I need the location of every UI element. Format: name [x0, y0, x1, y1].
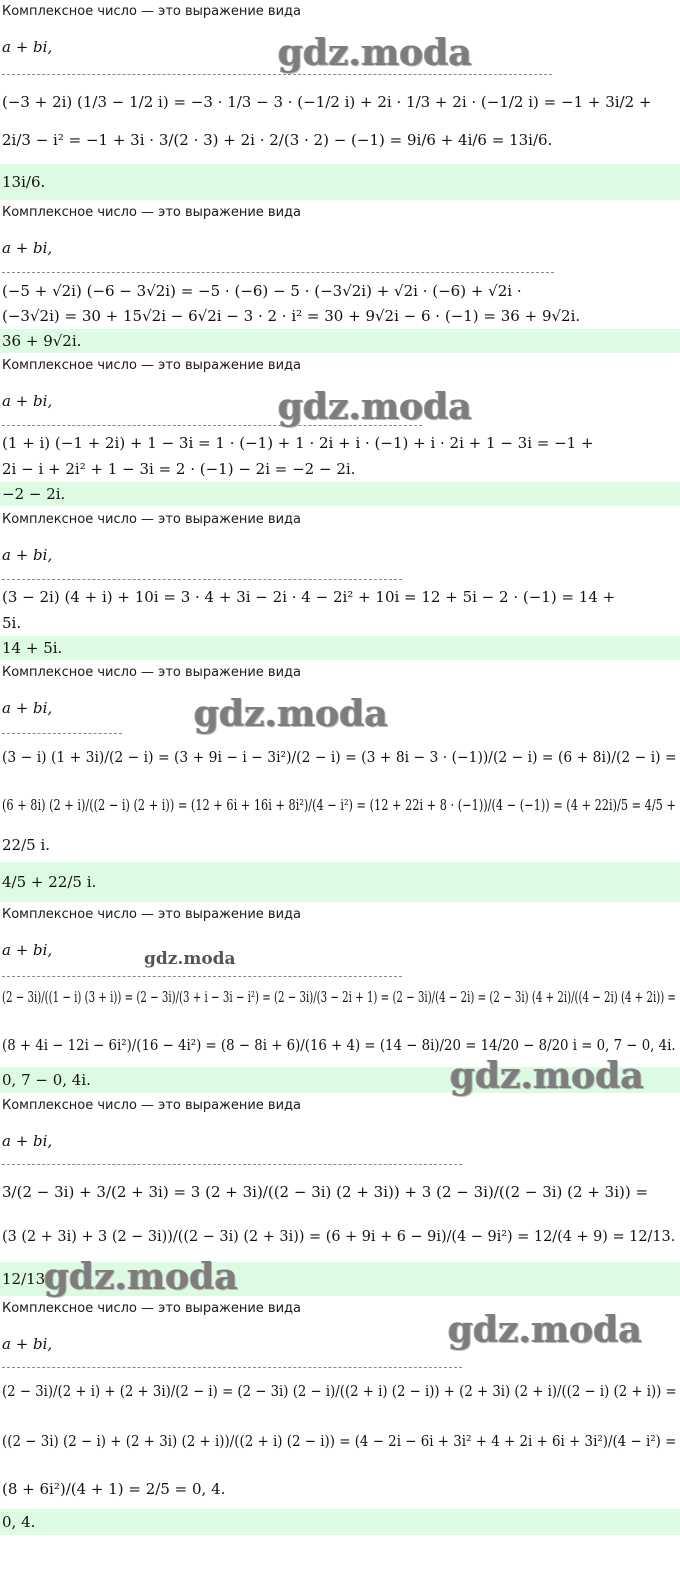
solution-line: ((2 − 3i) (2 − i) + (2 + 3i) (2 + i))/((2 + i) (2 − i)) = (4 − 2i − 6i + 3i² + 4 + 2i + 6i + 3i²)/(4 − i²) =: [2, 1432, 677, 1450]
problem-1: [0, 4, 680, 200]
answer-text: 36 + 9√2i.: [2, 332, 82, 350]
problem-4: [0, 512, 680, 660]
intro-text: Комплексное число — это выражение вида: [2, 4, 301, 19]
answer-row: [0, 482, 680, 506]
intro-text: Комплексное число — это выражение вида: [2, 1098, 301, 1113]
problem-2: [0, 205, 680, 353]
answer-text: 13i/6.: [2, 173, 46, 191]
solution-line: (1 + i) (−1 + 2i) + 1 − 3i = 1 · (−1) + 1 · 2i + i · (−1) + i · 2i + 1 − 3i = −1 +: [2, 434, 594, 452]
watermark: gdz.moda: [194, 693, 388, 735]
watermark: gdz.moda: [448, 1309, 642, 1351]
intro-text: Комплексное число — это выражение вида: [2, 205, 301, 220]
solution-line: (6 + 8i) (2 + i)/((2 − i) (2 + i)) = (12 + 6i + 16i + 8i²)/(4 − i²) = (12 + 22i + 8 · (−1))/(4 − (−1)) = (4 + 22i)/5 = 4/5 +: [2, 796, 676, 814]
watermark: gdz.moda: [450, 1055, 644, 1097]
form-text: a + bi,: [2, 941, 53, 959]
answer-row: [0, 1509, 680, 1535]
solution-line: 2i/3 − i² = −1 + 3i · 3/(2 · 3) + 2i · 2/(3 · 2) − (−1) = 9i/6 + 4i/6 = 13i/6.: [2, 131, 553, 149]
problem-3: [0, 358, 680, 506]
form-text: a + bi,: [2, 1335, 53, 1353]
answer-text: −2 − 2i.: [2, 485, 66, 503]
solution-line: (2 − 3i)/((1 − i) (3 + i)) = (2 − 3i)/(3 + i − 3i − i²) = (2 − 3i)/(3 − 2i + 1) = (2 − 3i)/(4 − 2i) = (2 − 3i) (4 + 2i)/((4 − 2i) (4 + 2i)) =: [2, 988, 676, 1006]
intro-text: Комплексное число — это выражение вида: [2, 512, 301, 527]
answer-row: [0, 164, 680, 200]
problem-6: [0, 907, 680, 1097]
answer-text: 0, 7 − 0, 4i.: [2, 1071, 91, 1089]
intro-text: Комплексное число — это выражение вида: [2, 907, 301, 922]
answer-text: 14 + 5i.: [2, 639, 63, 657]
watermark: gdz.moda: [44, 1256, 238, 1298]
solution-line: (3 − i) (1 + 3i)/(2 − i) = (3 + 9i − i − 3i²)/(2 − i) = (3 + 8i − 3 · (−1))/(2 − i) = (6 + 8i)/(2 − i) =: [2, 748, 677, 766]
solution-line: (−3√2i) = 30 + 15√2i − 6√2i − 3 · 2 · i² = 30 + 9√2i − 6 · (−1) = 36 + 9√2i.: [2, 307, 581, 325]
divider: [2, 1164, 462, 1165]
form-text: a + bi,: [2, 38, 53, 56]
form-text: a + bi,: [2, 699, 53, 717]
answer-text: 0, 4.: [2, 1513, 36, 1531]
solution-line: 2i − i + 2i² + 1 − 3i = 2 · (−1) − 2i = −2 − 2i.: [2, 460, 356, 478]
answer-row: [0, 329, 680, 353]
solution-line: 3/(2 − 3i) + 3/(2 + 3i) = 3 (2 + 3i)/((2 − 3i) (2 + 3i)) + 3 (2 − 3i)/((2 − 3i) (2 + 3i)) =: [2, 1183, 649, 1201]
problem-7: [0, 1098, 680, 1296]
problem-8: [0, 1301, 680, 1535]
intro-text: Комплексное число — это выражение вида: [2, 665, 301, 680]
form-text: a + bi,: [2, 1132, 53, 1150]
solution-line: (3 − 2i) (4 + i) + 10i = 3 · 4 + 3i − 2i · 4 − 2i² + 10i = 12 + 5i − 2 · (−1) = 14 +: [2, 588, 616, 606]
problem-5: [0, 665, 680, 902]
form-text: a + bi,: [2, 239, 53, 257]
solution-line: (3 (2 + 3i) + 3 (2 − 3i))/((2 − 3i) (2 + 3i)) = (6 + 9i + 6 − 9i)/(4 − 9i²) = 12/(4 + 9) = 12/13.: [2, 1227, 676, 1245]
solution-line: (8 + 4i − 12i − 6i²)/(16 − 4i²) = (8 − 8i + 6)/(16 + 4) = (14 − 8i)/20 = 14/20 − 8/20 i = 0, 7 − 0, 4i.: [2, 1036, 676, 1054]
solution-line: 22/5 i.: [2, 836, 51, 854]
answer-row: [0, 636, 680, 660]
answer-text: 4/5 + 22/5 i.: [2, 873, 97, 891]
divider: [2, 976, 402, 977]
solution-line: (−5 + √2i) (−6 − 3√2i) = −5 · (−6) − 5 · (−3√2i) + √2i · (−6) + √2i ·: [2, 282, 522, 300]
divider: [2, 272, 554, 273]
divider: [2, 579, 402, 580]
answer-row: [0, 862, 680, 902]
solution-line: (2 − 3i)/(2 + i) + (2 + 3i)/(2 − i) = (2 − 3i) (2 − i)/((2 + i) (2 − i)) + (2 + 3i) (2 + i)/((2 − i) (2 + i)) =: [2, 1382, 677, 1400]
form-text: a + bi,: [2, 546, 53, 564]
divider: [2, 1367, 462, 1368]
form-text: a + bi,: [2, 392, 53, 410]
intro-text: Комплексное число — это выражение вида: [2, 358, 301, 373]
watermark: gdz.moda: [144, 949, 236, 969]
watermark: gdz.moda: [278, 386, 472, 428]
solution-line: (8 + 6i²)/(4 + 1) = 2/5 = 0, 4.: [2, 1480, 226, 1498]
watermark: gdz.moda: [278, 32, 472, 74]
intro-text: Комплексное число — это выражение вида: [2, 1301, 301, 1316]
answer-text: 12/13.: [2, 1270, 50, 1288]
solution-line: (−3 + 2i) (1/3 − 1/2 i) = −3 · 1/3 − 3 · (−1/2 i) + 2i · 1/3 + 2i · (−1/2 i) = −1 + 3i/2 +: [2, 93, 652, 111]
divider: [2, 733, 122, 734]
divider: [2, 74, 552, 75]
solution-line: 5i.: [2, 614, 22, 632]
